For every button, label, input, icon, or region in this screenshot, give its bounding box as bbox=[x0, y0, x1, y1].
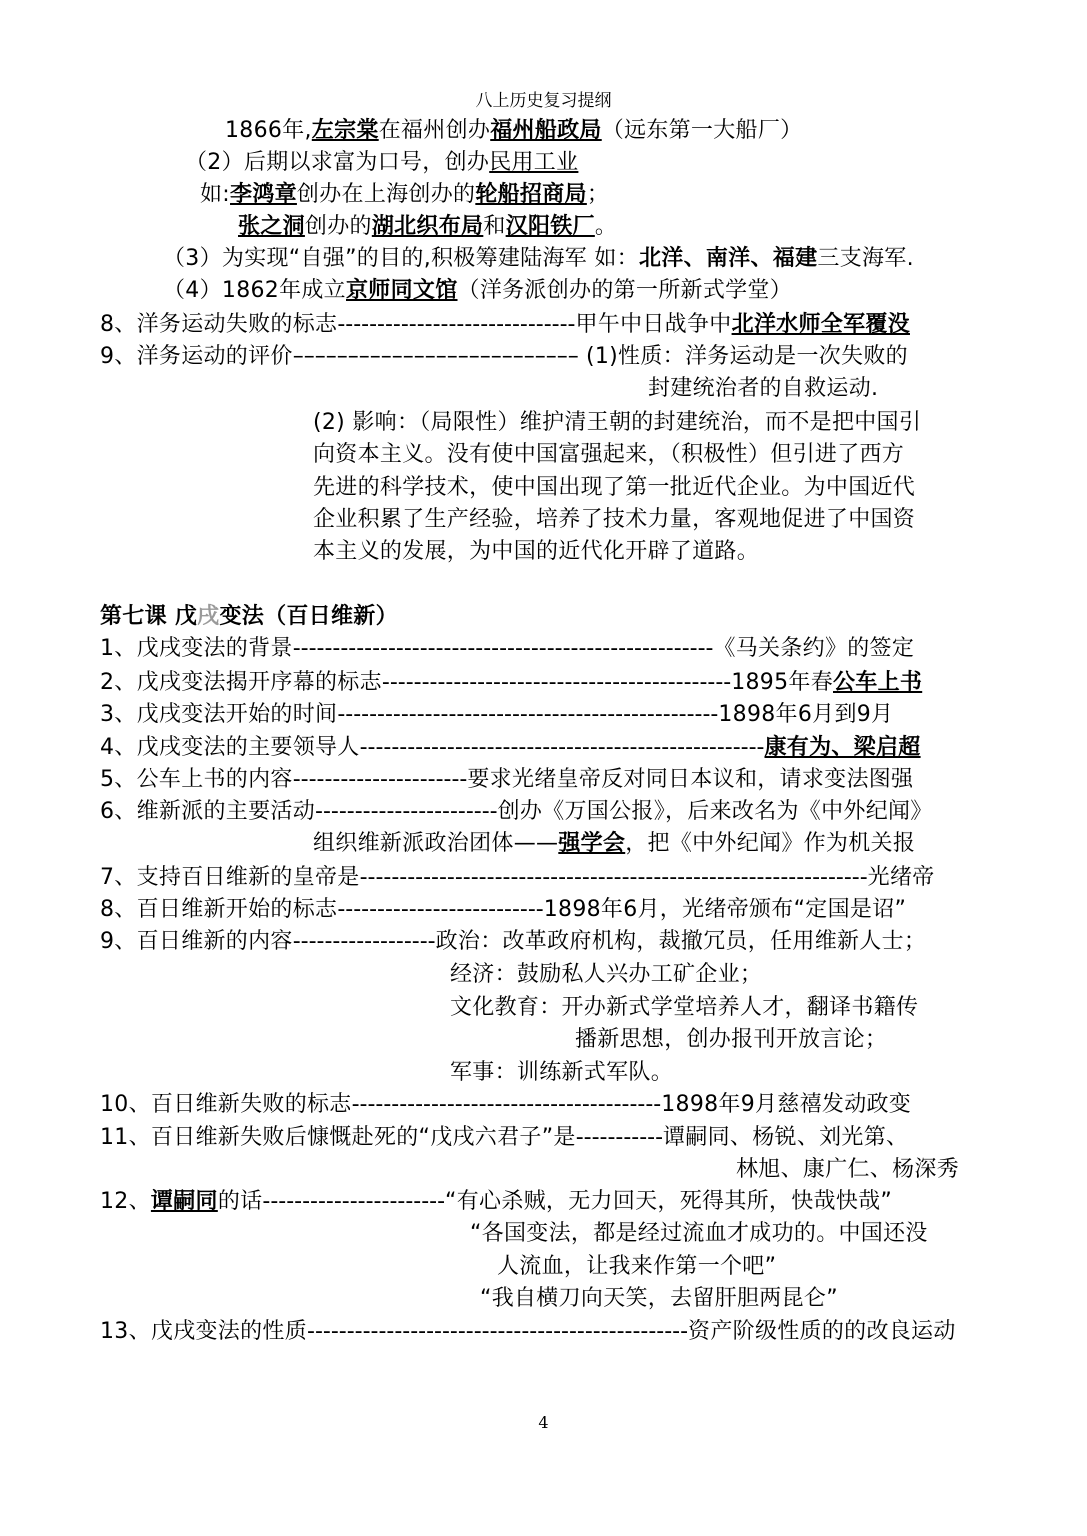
text-segment: 向资本主义。没有使中国富强起来，（积极性）但引进了西方 bbox=[313, 442, 905, 467]
item-13-nature bbox=[100, 1317, 956, 1347]
leader-dashes: ------------------------------------------------ bbox=[307, 1319, 689, 1344]
text-segment: 政治：改革政府机构，裁撤冗员，任用维新人士； bbox=[435, 929, 927, 954]
leader-dashes: ----------------------- bbox=[315, 799, 498, 824]
item-8-start-sign bbox=[100, 895, 906, 925]
text-segment: 6、维新派的主要活动 bbox=[100, 799, 315, 824]
key-term: 谭嗣同 bbox=[150, 1189, 218, 1214]
item-1-background bbox=[100, 634, 914, 664]
text-segment: 谭嗣同、杨锐、刘光第、 bbox=[663, 1125, 909, 1150]
text-segment: 12、 bbox=[100, 1189, 151, 1214]
item-11-cont bbox=[736, 1155, 959, 1185]
text-segment: （2）后期以求富为口号，创办 bbox=[185, 150, 490, 175]
leader-dashes: -------------------------------------------- bbox=[381, 670, 732, 695]
item-11-six-gentlemen bbox=[100, 1123, 908, 1153]
text-segment: 3、戊戌变法开始的时间 bbox=[100, 702, 338, 727]
item-5-petition bbox=[100, 765, 913, 795]
text-segment: “有心杀贼，无力回天，死得其所，快哉快哉” bbox=[445, 1189, 893, 1214]
text-segment: 先进的科学技术，使中国出现了第一批近代企业。为中国近代 bbox=[313, 475, 916, 500]
key-term: 康有为、梁启超 bbox=[764, 735, 921, 760]
item-12-quote-3 bbox=[480, 1284, 838, 1314]
text-segment: 组织维新派政治团体—— bbox=[313, 831, 559, 856]
item-12-quote bbox=[100, 1187, 892, 1217]
item-9-culture-cont bbox=[575, 1025, 887, 1055]
text-segment: 8、百日维新开始的标志 bbox=[100, 897, 338, 922]
text-segment: 本主义的发展，为中国的近代化开辟了道路。 bbox=[313, 539, 760, 564]
text-segment: 资产阶级性质的的改良运动 bbox=[688, 1319, 956, 1344]
text-segment: 创办《万国公报》，后来改名为《中外纪闻》 bbox=[497, 799, 933, 824]
key-term: 北洋水师全军覆没 bbox=[731, 312, 910, 337]
key-term: 福州船政局 bbox=[490, 118, 602, 143]
text-segment: 企业积累了生产经验，培养了技术力量，客观地促进了中国资 bbox=[313, 507, 916, 532]
text-segment: 光绪帝 bbox=[867, 865, 935, 890]
text-segment: 北洋、南洋、福建 bbox=[638, 246, 818, 271]
text-segment: 林旭、康广仁、杨深秀 bbox=[736, 1157, 960, 1182]
page-header: 八上历史复习提纲 bbox=[475, 91, 612, 111]
text-segment: 播新思想，创办报刊开放言论； bbox=[575, 1027, 888, 1052]
text-segment: 变法（百日维新） bbox=[219, 604, 398, 629]
text-segment: 军事：训练新式军队。 bbox=[450, 1060, 674, 1085]
item-4-leaders bbox=[100, 733, 921, 763]
item-10-failure bbox=[100, 1090, 911, 1120]
item-9-impact-1 bbox=[313, 408, 921, 438]
key-term: 湖北织布局 bbox=[371, 214, 484, 239]
leader-dashes: ----------- bbox=[575, 1125, 664, 1150]
text-segment: “我自横刀向天笑，去留肝胆两昆仑” bbox=[480, 1286, 838, 1311]
item-12-quote-2-cont bbox=[497, 1252, 776, 1282]
item-9-economy bbox=[450, 960, 762, 990]
text-segment: 戌 bbox=[197, 604, 220, 629]
line-li-hongzhang bbox=[200, 180, 609, 210]
item-9-impact-4 bbox=[313, 505, 915, 535]
text-segment: 1898年6月，光绪帝颁布“定国是诏” bbox=[543, 897, 907, 922]
item-9-impact-3 bbox=[313, 473, 915, 503]
item-7-emperor bbox=[100, 863, 935, 893]
text-segment: 1866年, bbox=[225, 118, 312, 143]
text-segment: 第七课 戊 bbox=[100, 604, 198, 629]
text-segment: 7、支持百日维新的皇帝是 bbox=[100, 865, 360, 890]
line-later-phase bbox=[185, 148, 578, 178]
item-6-cont bbox=[313, 829, 915, 859]
text-segment: “各国变法，都是经过流血才成功的。中国还没 bbox=[470, 1221, 928, 1246]
text-segment: （3）为实现“自强”的目的,积极筹建陆海军 如： bbox=[163, 246, 639, 271]
item-9-content bbox=[100, 927, 926, 957]
line-zhang-zhidong bbox=[238, 212, 617, 242]
text-segment: 。 bbox=[594, 214, 618, 239]
key-term: 公车上书 bbox=[833, 670, 923, 695]
leader-dashes: ------------------------------------------------ bbox=[337, 702, 719, 727]
item-9-culture bbox=[450, 993, 918, 1023]
item-9-nature-cont bbox=[648, 374, 878, 404]
item-2-prelude bbox=[100, 668, 922, 698]
line-navy bbox=[163, 244, 914, 274]
text-segment: 人流血，让我来作第一个吧” bbox=[497, 1254, 777, 1279]
leader-dashes: ------------------ bbox=[292, 929, 436, 954]
key-term: 张之洞 bbox=[238, 214, 305, 239]
text-segment: 1、戊戌变法的背景 bbox=[100, 636, 293, 661]
text-segment: 文化教育：开办新式学堂培养人才，翻译书籍传 bbox=[450, 995, 919, 1020]
leader-dashes: ---------------------- bbox=[292, 767, 468, 792]
text-segment: 的话 bbox=[217, 1189, 263, 1214]
key-term: 民用工业 bbox=[489, 150, 579, 175]
item-6-activities bbox=[100, 797, 933, 827]
item-9-military bbox=[450, 1058, 673, 1088]
text-segment: 三支海军. bbox=[817, 246, 914, 271]
text-segment: 《马关条约》的签定 bbox=[713, 636, 915, 661]
text-segment: 和 bbox=[483, 214, 506, 239]
text-segment: 10、百日维新失败的标志 bbox=[100, 1092, 352, 1117]
text-segment: （远东第一大船厂） bbox=[601, 118, 803, 143]
leader-dashes: ----------------------------------------------------- bbox=[292, 636, 714, 661]
item-9-evaluation bbox=[100, 342, 908, 372]
item-9-impact-5 bbox=[313, 537, 759, 567]
key-term: 汉阳铁厂 bbox=[505, 214, 595, 239]
key-term: 轮船招商局 bbox=[475, 182, 587, 207]
item-9-impact-2 bbox=[313, 440, 904, 470]
leader-dashes: --------------------------------------- bbox=[351, 1092, 662, 1117]
text-segment: 如: bbox=[200, 182, 231, 207]
text-segment: 封建统治者的自救运动. bbox=[648, 376, 879, 401]
text-segment: 8、洋务运动失败的标志 bbox=[100, 312, 338, 337]
item-12-quote-2 bbox=[470, 1219, 928, 1249]
key-term: 强学会 bbox=[558, 831, 626, 856]
leader-dashes: ----------------------- bbox=[262, 1189, 446, 1214]
text-segment: 要求光绪皇帝反对同日本议和，请求变法图强 bbox=[467, 767, 914, 792]
leader-dashes: -------------------------- bbox=[337, 897, 544, 922]
leader-dashes: --------------------------------------------------- bbox=[359, 735, 765, 760]
key-term: 左宗棠 bbox=[311, 118, 379, 143]
text-segment: 9、洋务运动的评价 bbox=[100, 344, 293, 369]
text-segment: 2、戊戌变法揭开序幕的标志 bbox=[100, 670, 382, 695]
text-segment: 创办在上海创办的 bbox=[296, 182, 476, 207]
leader-dashes: ------------------------------ bbox=[337, 312, 576, 337]
text-segment: 创办的 bbox=[304, 214, 372, 239]
text-segment: 13、戊戌变法的性质 bbox=[100, 1319, 307, 1344]
text-segment: （洋务派创办的第一所新式学堂） bbox=[457, 278, 793, 303]
text-segment: 9、百日维新的内容 bbox=[100, 929, 293, 954]
line-fuzhou-shipyard bbox=[225, 116, 802, 146]
text-segment: 1898年6月到9月 bbox=[718, 702, 894, 727]
page-number: 4 bbox=[538, 1413, 549, 1432]
leader-dashes: ---------------------------------------------------------------- bbox=[359, 865, 868, 890]
text-segment: 11、百日维新失败后慷慨赴死的“戊戌六君子”是 bbox=[100, 1125, 576, 1150]
key-term: 李鸿章 bbox=[230, 182, 297, 207]
lesson-7-title bbox=[100, 602, 398, 632]
text-segment: ，把《中外纪闻》作为机关报 bbox=[625, 831, 916, 856]
text-segment: 1895年春 bbox=[731, 670, 833, 695]
text-segment: 甲午中日战争中 bbox=[575, 312, 732, 337]
text-segment: 经济：鼓励私人兴办工矿企业； bbox=[450, 962, 763, 987]
text-segment: (2) 影响：（局限性）维护清王朝的封建统治，而不是把中国引 bbox=[313, 410, 922, 435]
text-segment: （4）1862年成立 bbox=[163, 278, 346, 303]
text-segment: 5、公车上书的内容 bbox=[100, 767, 293, 792]
text-segment: (1)性质：洋务运动是一次失败的 bbox=[578, 344, 908, 369]
text-segment: ； bbox=[586, 182, 610, 207]
text-segment: 4、戊戌变法的主要领导人 bbox=[100, 735, 360, 760]
text-segment: 在福州创办 bbox=[378, 118, 491, 143]
item-3-start-time bbox=[100, 700, 893, 730]
item-8-failure-sign bbox=[100, 310, 910, 340]
text-segment: 1898年9月慈禧发动政变 bbox=[661, 1092, 912, 1117]
line-tongwenguan bbox=[163, 276, 792, 306]
leader-dashes: –––––––––––––––––––––––––– bbox=[292, 344, 579, 369]
key-term: 京师同文馆 bbox=[346, 278, 458, 303]
